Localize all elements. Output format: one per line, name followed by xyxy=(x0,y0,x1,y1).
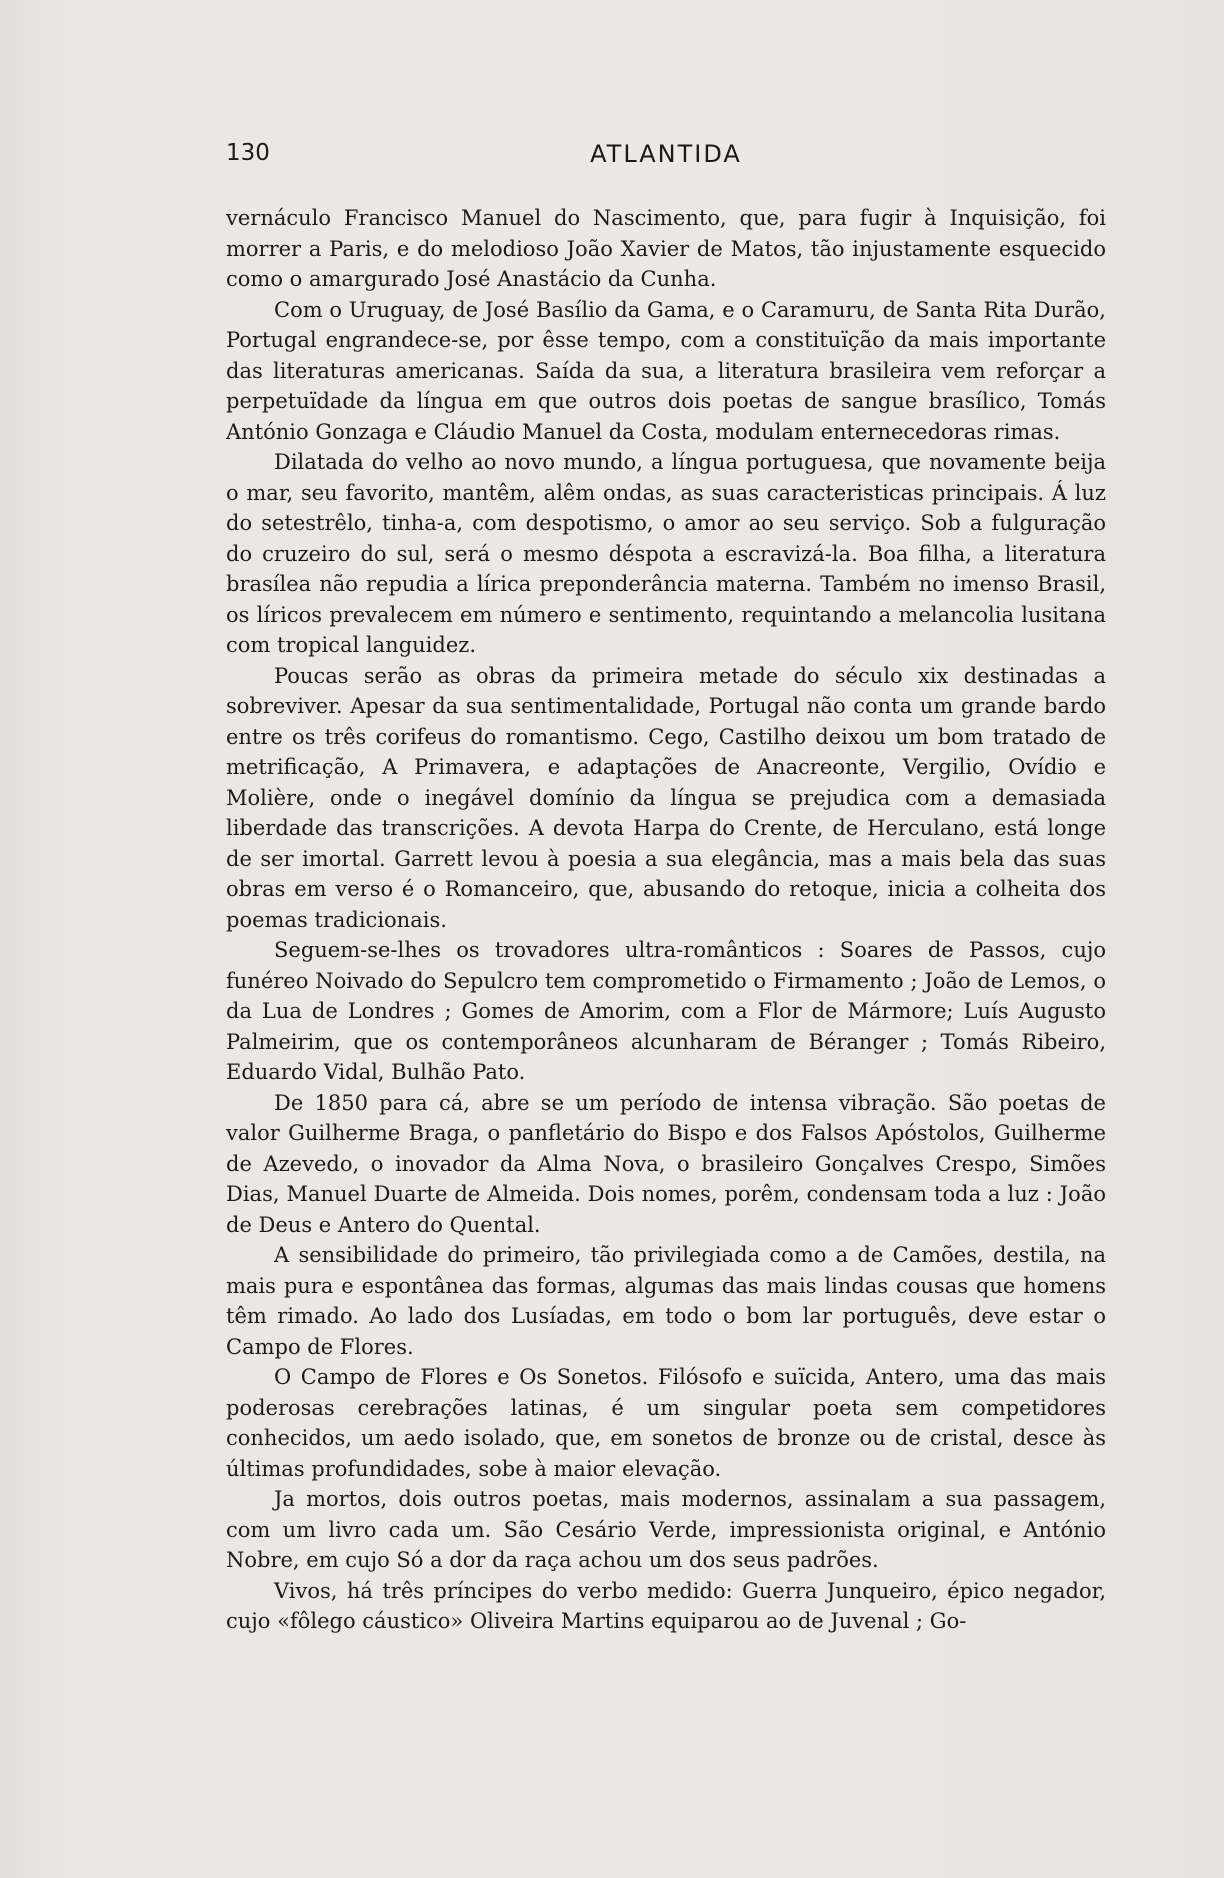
paragraph: Vivos, há três príncipes do verbo medido: Guerra Junqueiro, épico negador, cujo «fôlego cáustico» Oliveira Martins equiparou ao de Juvenal ; Go- xyxy=(226,1578,1106,1633)
paragraph: Seguem-se-lhes os trovadores ultra-românticos : Soares de Passos, cujo funéreo Noivado do Sepulcro tem comprometido o Firmamento ; João de Lemos, o da Lua de Londres ; Gomes de Amorim, com a Flor de Mármore; Luís Augusto Palmeirim, que os contemporâneos alcunharam de Béranger ; Tomás Ribeiro, Eduardo Vidal, Bulhão Pato. xyxy=(226,938,1106,1084)
body-text xyxy=(226,203,1106,1637)
paragraph: Poucas serão as obras da primeira metade do século xix destinadas a sobreviver. Apesar da sua sentimentalidade, Portugal não conta um grande bardo entre os três corifeus do romantismo. Cego, Castilho deixou um bom tratado de metrificação, A Primavera, e adaptações de Anacreonte, Vergilio, Ovídio e Molière, onde o inegável domínio da língua se prejudica com a demasiada liberdade das transcrições. A devota Harpa do Crente, de Herculano, está longe de ser imortal. Garrett levou à poesia a sua elegância, mas a mais bela das suas obras em verso é o Romanceiro, que, abusando do retoque, inicia a colheita dos poemas tradicionais. xyxy=(226,663,1106,932)
paragraph: A sensibilidade do primeiro, tão privilegiada como a de Camões, destila, na mais pura e espontânea das formas, algumas das mais lindas cousas que homens têm rimado. Ao lado dos Lusíadas, em todo o bom lar português, deve estar o Campo de Flores. xyxy=(226,1243,1106,1359)
paragraph: Dilatada do velho ao novo mundo, a língua portuguesa, que novamente beija o mar, seu favorito, mantêm, alêm ondas, as suas caracteristicas principais. Á luz do setestrêlo, tinha-a, com despotismo, o amor ao seu serviço. Sob a fulguração do cruzeiro do sul, será o mesmo déspota a escravizá-la. Boa filha, a literatura brasílea não repudia a lírica preponderância materna. Também no imenso Brasil, os líricos prevalecem em número e sentimento, requintando a melancolia lusitana com tropical languidez. xyxy=(226,450,1106,657)
page-header xyxy=(226,140,1106,174)
paragraph: De 1850 para cá, abre se um período de intensa vibração. São poetas de valor Guilherme Braga, o panfletário do Bispo e dos Falsos Apóstolos, Guilherme de Azevedo, o inovador da Alma Nova, o brasileiro Gonçalves Crespo, Simões Dias, Manuel Duarte de Almeida. Dois nomes, porêm, condensam toda a luz : João de Deus e Antero do Quental. xyxy=(226,1090,1106,1237)
paragraph: O Campo de Flores e Os Sonetos. Filósofo e suïcida, Antero, uma das mais poderosas cerebrações latinas, é um singular poeta sem competidores conhecidos, um aedo isolado, que, em sonetos de bronze ou de cristal, desce às últimas profundidades, sobe à maior elevação. xyxy=(226,1365,1106,1481)
page-number: 130 xyxy=(226,140,270,166)
paragraph: Com o Uruguay, de José Basílio da Gama, e o Caramuru, de Santa Rita Durão, Portugal engrandece-se, por êsse tempo, com a constituïção da mais importante das literaturas americanas. Saída da sua, a literatura brasileira vem reforçar a perpetuïdade da língua em que outros dois poetas de sangue brasílico, Tomás António Gonzaga e Cláudio Manuel da Costa, modulam enternecedoras rimas. xyxy=(226,297,1106,444)
running-title: ATLANTIDA xyxy=(590,140,742,168)
paragraph: Ja mortos, dois outros poetas, mais modernos, assinalam a sua passagem, com um livro cada um. São Cesário Verde, impressionista original, e António Nobre, em cujo Só a dor da raça achou um dos seus padrões. xyxy=(226,1487,1106,1572)
paragraph: vernáculo Francisco Manuel do Nascimento, que, para fugir à Inquisição, foi morrer a Paris, e do melodioso João Xavier de Matos, tão injustamente esquecido como o amargurado José Anastácio da Cunha. xyxy=(226,206,1106,291)
